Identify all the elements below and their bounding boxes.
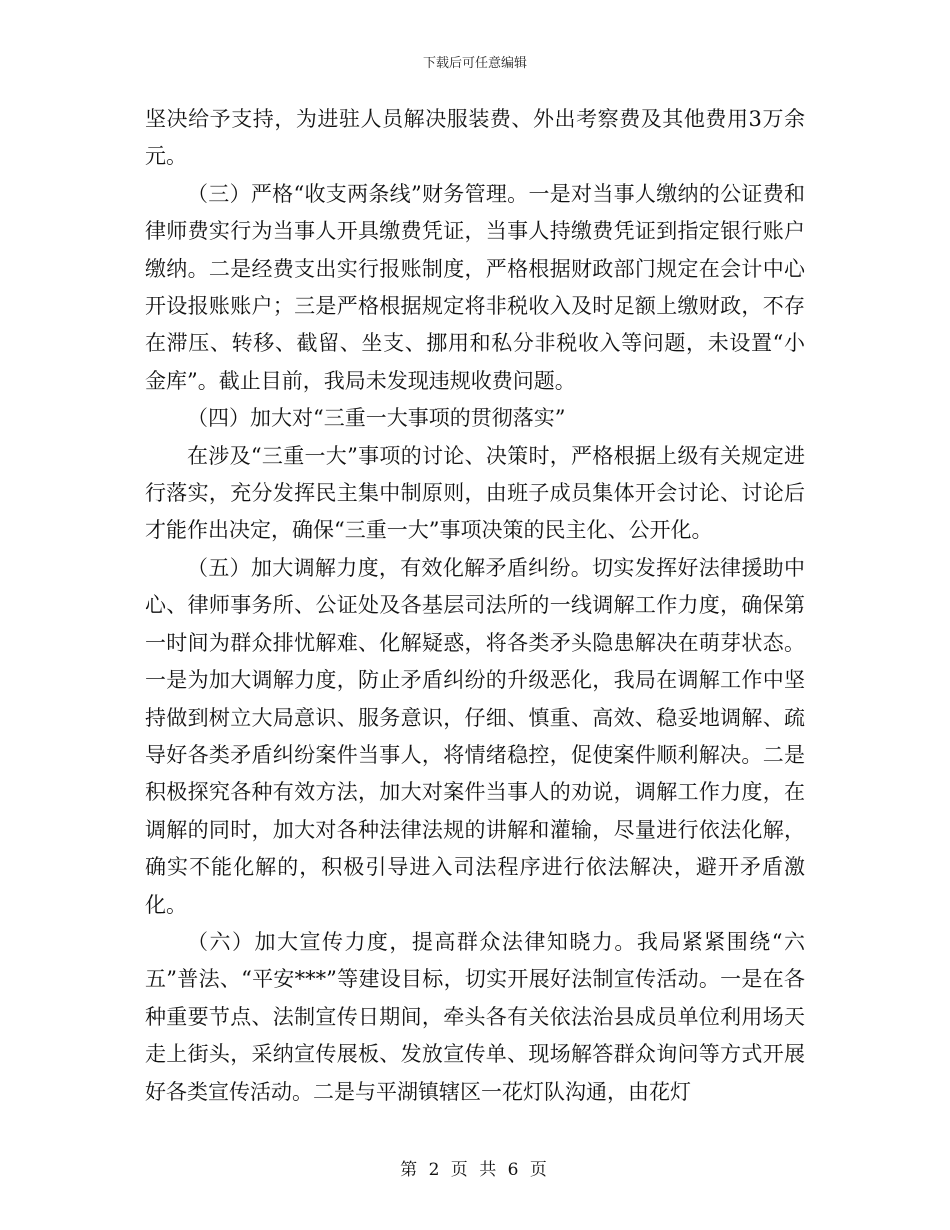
- paragraph: （六）加大宣传力度，提高群众法律知晓力。我局紧紧围绕“六五”普法、“平安***”等建设目标，切实开展好法制宣传活动。一是在各种重要节点、法制宣传日期间，牵头各有关依法治县成员单位利用场天走上街头，采纳宣传展板、发放宣传单、现场解答群众询问等方式开展好各类宣传活动。二是与平湖镇辖区一花灯队沟通，由花灯: [145, 929, 805, 1104]
- page-header: 下载后可任意编辑: [422, 56, 527, 71]
- paragraph: 坚决给予支持，为进驻人员解决服装费、外出考察费及其他费用3万余元。: [145, 107, 805, 169]
- document-body: [145, 101, 805, 1111]
- paragraph: （五）加大调解力度，有效化解矛盾纠纷。切实发挥好法律援助中心、律师事务所、公证处及各基层司法所的一线调解工作力度，确保第一时间为群众排忧解难、化解疑惑，将各类矛头隐患解决在萌芽状态。一是为加大调解力度，防止矛盾纠纷的升级恶化，我局在调解工作中坚持做到树立大局意识、服务意识，仔细、慎重、高效、稳妥地调解、疏导好各类矛盾纠纷案件当事人，将情绪稳控，促使案件顺利解决。二是积极探究各种有效方法，加大对案件当事人的劝说，调解工作力度，在调解的同时，加大对各种法律法规的讲解和灌输，尽量进行依法化解，确实不能化解的，积极引导进入司法程序进行依法解决，避开矛盾激化。: [145, 555, 805, 917]
- section-heading: （四）加大对“三重一大事项的贯彻落实”: [187, 406, 566, 431]
- paragraph: （三）严格“收支两条线”财务管理。一是对当事人缴纳的公证费和律师费实行为当事人开具缴费凭证，当事人持缴费凭证到指定银行账户缴纳。二是经费支出实行报账制度，严格根据财政部门规定在会计中心开设报账账户；三是严格根据规定将非税收入及时足额上缴财政，不存在滞压、转移、截留、坐支、挪用和私分非税收入等问题，未设置“小金库”。截止目前，我局未发现违规收费问题。: [145, 181, 805, 393]
- page-number: 第 2 页 共 6 页: [400, 1160, 550, 1180]
- paragraph: 在涉及“三重一大”事项的讨论、决策时，严格根据上级有关规定进行落实，充分发挥民主集中制原则，由班子成员集体开会讨论、讨论后才能作出决定，确保“三重一大”事项决策的民主化、公开化。: [145, 443, 805, 543]
